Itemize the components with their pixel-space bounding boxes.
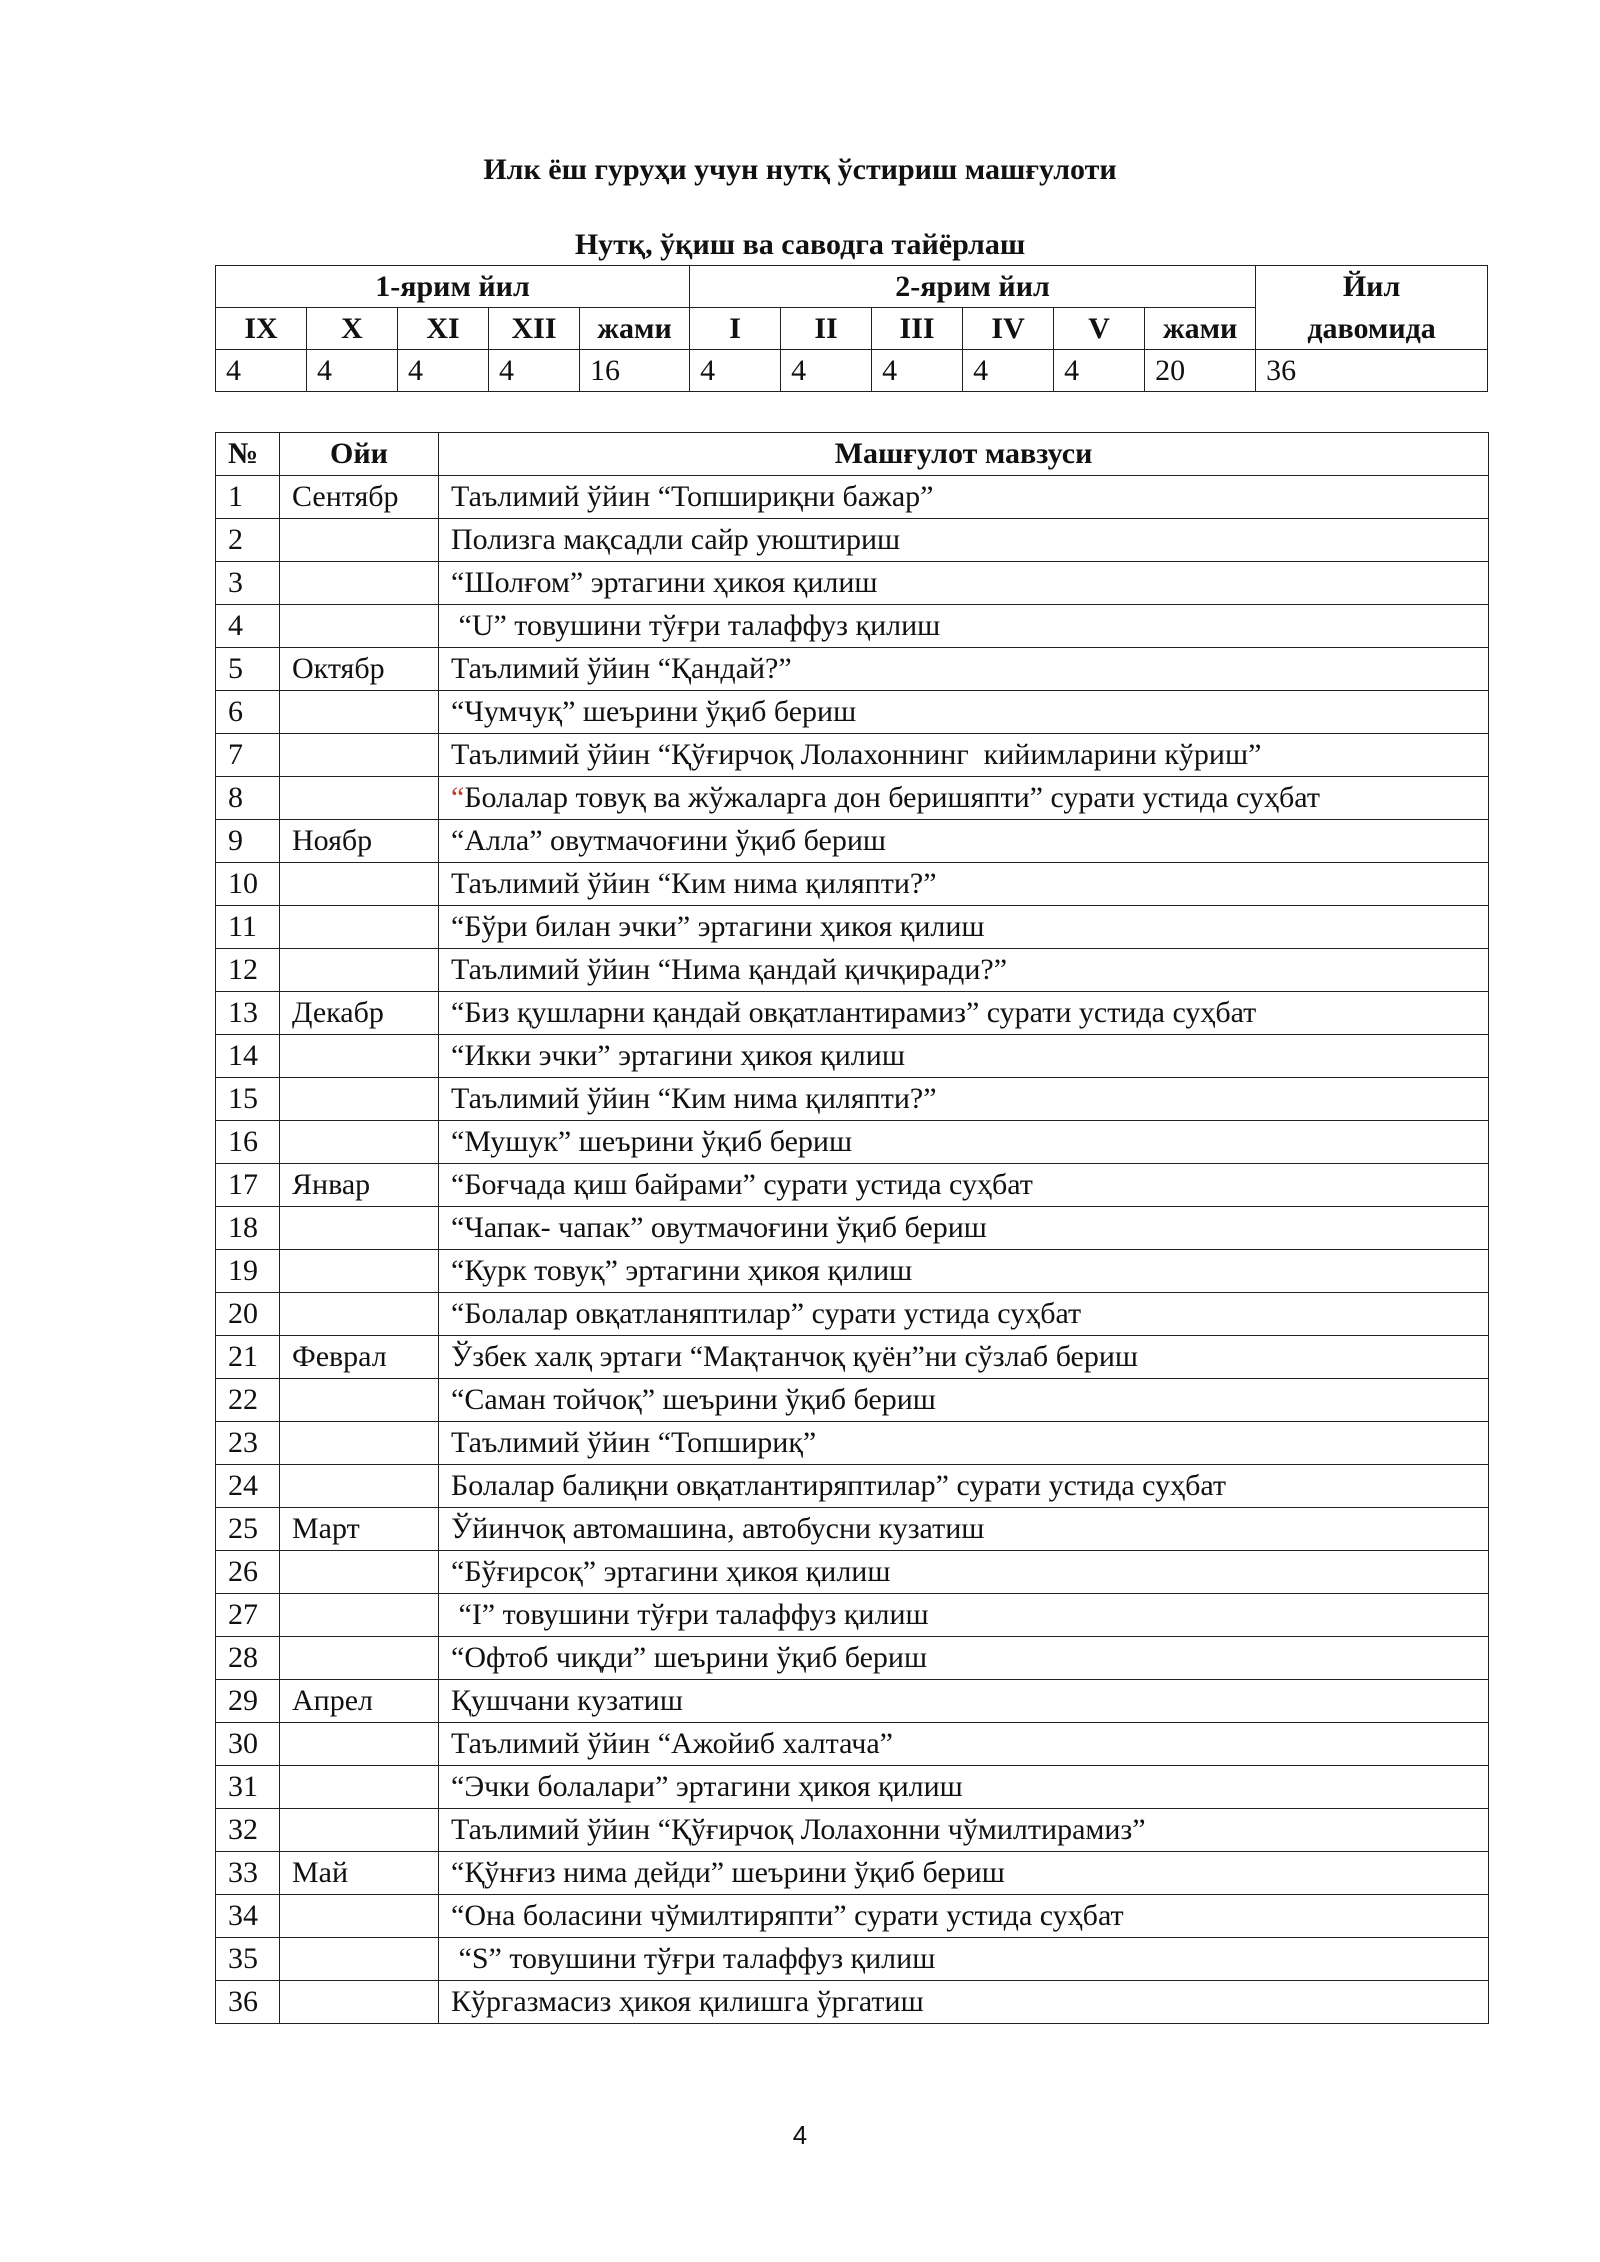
lesson-number: 20	[216, 1293, 280, 1336]
first-half-header: 1-ярим йил	[216, 266, 690, 308]
table-row	[216, 1809, 1489, 1852]
hours-cell: 4	[489, 350, 580, 392]
lesson-topic: “I” товушини тўғри талаффуз қилиш	[439, 1594, 1489, 1637]
lesson-number: 19	[216, 1250, 280, 1293]
lesson-number: 21	[216, 1336, 280, 1379]
table-row	[216, 1852, 1489, 1895]
document-title: Илк ёш гуруҳи учун нутқ ўстириш машғулоти	[483, 153, 1117, 186]
lesson-topic: Кўргазмасиз ҳикоя қилишга ўргатиш	[439, 1981, 1489, 2024]
lesson-number: 8	[216, 777, 280, 820]
months-row	[216, 308, 1488, 350]
lesson-month	[280, 1809, 439, 1852]
lesson-topic: “Икки эчки” эртагини ҳикоя қилиш	[439, 1035, 1489, 1078]
hours-cell: 4	[307, 350, 398, 392]
lesson-month: Январ	[280, 1164, 439, 1207]
lesson-topic: “Биз қушларни қандай овқатлантирамиз” сурати устида суҳбат	[439, 992, 1489, 1035]
lesson-number: 26	[216, 1551, 280, 1594]
lesson-topic: “Мушук” шеърини ўқиб бериш	[439, 1121, 1489, 1164]
table-row	[216, 1938, 1489, 1981]
table-row	[216, 906, 1489, 949]
table-row	[216, 1121, 1489, 1164]
lesson-topic	[439, 777, 1489, 820]
table-title: Нутқ, ўқиш ва саводга тайёрлаш	[574, 228, 1026, 261]
lesson-number: 4	[216, 605, 280, 648]
lesson-topic: “Бўри билан эчки” эртагини ҳикоя қилиш	[439, 906, 1489, 949]
lesson-number: 36	[216, 1981, 280, 2024]
lesson-month	[280, 1551, 439, 1594]
lesson-number: 13	[216, 992, 280, 1035]
table-row	[216, 1164, 1489, 1207]
lesson-topic: “Чапак- чапак” овутмачоғини ўқиб бериш	[439, 1207, 1489, 1250]
lesson-topic: Полизга мақсадли сайр уюштириш	[439, 519, 1489, 562]
lesson-topic: “Эчки болалари” эртагини ҳикоя қилиш	[439, 1766, 1489, 1809]
lesson-number: 33	[216, 1852, 280, 1895]
table-row	[216, 648, 1489, 691]
lesson-number: 6	[216, 691, 280, 734]
red-quote-mark: “	[451, 781, 465, 814]
table-row	[216, 1422, 1489, 1465]
month-cell: IV	[963, 308, 1054, 350]
hours-cell: 4	[1054, 350, 1145, 392]
lesson-topic: Таълимий ўйин “Топшириқни бажар”	[439, 476, 1489, 519]
table-row	[216, 734, 1489, 777]
lesson-number: 7	[216, 734, 280, 777]
hours-cell: 4	[216, 350, 307, 392]
lesson-topic: Таълимий ўйин “Ажойиб халтача”	[439, 1723, 1489, 1766]
table-row	[216, 1723, 1489, 1766]
hours-cell: 4	[690, 350, 781, 392]
table-row	[216, 1637, 1489, 1680]
second-half-total-label: жами	[1145, 308, 1256, 350]
month-cell: X	[307, 308, 398, 350]
lesson-topic: Қушчани кузатиш	[439, 1680, 1489, 1723]
table-row	[216, 777, 1489, 820]
second-half-header: 2-ярим йил	[690, 266, 1256, 308]
month-cell: II	[781, 308, 872, 350]
table-row	[216, 562, 1489, 605]
lesson-month	[280, 1207, 439, 1250]
lesson-month	[280, 1465, 439, 1508]
table-row	[216, 1250, 1489, 1293]
lesson-number: 22	[216, 1379, 280, 1422]
lesson-month	[280, 1078, 439, 1121]
lesson-month: Апрел	[280, 1680, 439, 1723]
lesson-month	[280, 519, 439, 562]
lesson-month	[280, 1981, 439, 2024]
lesson-month	[280, 906, 439, 949]
table-row	[216, 1293, 1489, 1336]
lesson-month	[280, 863, 439, 906]
lesson-number: 35	[216, 1938, 280, 1981]
month-column-header: Ойи	[280, 433, 439, 476]
table-row	[216, 1766, 1489, 1809]
lesson-month	[280, 1938, 439, 1981]
month-cell: IX	[216, 308, 307, 350]
lesson-topic: “Болалар овқатланяптилар” сурати устида суҳбат	[439, 1293, 1489, 1336]
lesson-topic: “Алла” овутмачоғини ўқиб бериш	[439, 820, 1489, 863]
table-row	[216, 1981, 1489, 2024]
table-row	[216, 1379, 1489, 1422]
lesson-topic-text: Болалар товуқ ва жўжаларга дон беришяпти” сурати устида суҳбат	[464, 781, 1320, 814]
lesson-number: 17	[216, 1164, 280, 1207]
lesson-topic: Таълимий ўйин “Топшириқ”	[439, 1422, 1489, 1465]
table-row	[216, 1680, 1489, 1723]
second-half-total-value: 20	[1145, 350, 1256, 392]
lesson-number: 25	[216, 1508, 280, 1551]
lesson-number: 2	[216, 519, 280, 562]
lesson-month	[280, 1766, 439, 1809]
lesson-number: 12	[216, 949, 280, 992]
first-half-total-label: жами	[580, 308, 690, 350]
table-row	[216, 1594, 1489, 1637]
lesson-month	[280, 1250, 439, 1293]
table-row	[216, 476, 1489, 519]
lessons-body	[216, 476, 1489, 2024]
lesson-number: 3	[216, 562, 280, 605]
hours-cell: 4	[872, 350, 963, 392]
first-half-total-value: 16	[580, 350, 690, 392]
lesson-month: Май	[280, 1852, 439, 1895]
table-row	[216, 605, 1489, 648]
lesson-month	[280, 605, 439, 648]
lesson-month	[280, 691, 439, 734]
lesson-number: 34	[216, 1895, 280, 1938]
lesson-month	[280, 1723, 439, 1766]
lesson-number: 31	[216, 1766, 280, 1809]
table-row	[216, 1207, 1489, 1250]
lesson-number: 1	[216, 476, 280, 519]
lesson-topic: “Шолғом” эртагини ҳикоя қилиш	[439, 562, 1489, 605]
lesson-topic: Таълимий ўйин “Нима қандай қичқиради?”	[439, 949, 1489, 992]
hours-cell: 4	[963, 350, 1054, 392]
hours-summary-table	[215, 265, 1488, 392]
month-cell: XII	[489, 308, 580, 350]
table-row	[216, 949, 1489, 992]
lesson-topic: “Она боласини чўмилтиряпти” сурати устида суҳбат	[439, 1895, 1489, 1938]
table-row	[216, 1336, 1489, 1379]
lesson-topic: Таълимий ўйин “Қандай?”	[439, 648, 1489, 691]
hours-cell: 4	[781, 350, 872, 392]
lesson-month	[280, 1594, 439, 1637]
lesson-month	[280, 1895, 439, 1938]
table-row	[216, 691, 1489, 734]
lesson-number: 28	[216, 1637, 280, 1680]
table-row	[216, 1035, 1489, 1078]
lesson-month	[280, 734, 439, 777]
lesson-topic: “Чумчуқ” шеърини ўқиб бериш	[439, 691, 1489, 734]
lesson-month: Сентябр	[280, 476, 439, 519]
lesson-month	[280, 1035, 439, 1078]
lesson-month	[280, 949, 439, 992]
lesson-number: 16	[216, 1121, 280, 1164]
table-row	[216, 863, 1489, 906]
table-row	[216, 820, 1489, 863]
month-cell: I	[690, 308, 781, 350]
lesson-number: 9	[216, 820, 280, 863]
lesson-number: 18	[216, 1207, 280, 1250]
lesson-month	[280, 1379, 439, 1422]
hours-cell: 4	[398, 350, 489, 392]
lessons-table	[215, 432, 1489, 2024]
lesson-topic: Таълимий ўйин “Қўғирчоқ Лолахоннинг кийимларини кўриш”	[439, 734, 1489, 777]
table-row	[216, 1078, 1489, 1121]
table-row	[216, 1895, 1489, 1938]
lesson-topic: “Саман тойчоқ” шеърини ўқиб бериш	[439, 1379, 1489, 1422]
lesson-month: Декабр	[280, 992, 439, 1035]
lesson-number: 27	[216, 1594, 280, 1637]
lesson-number: 14	[216, 1035, 280, 1078]
lesson-topic: “Боғчада қиш байрами” сурати устида суҳбат	[439, 1164, 1489, 1207]
year-total-header-line2: давомида	[1256, 308, 1488, 350]
lesson-topic: “Бўғирсоқ” эртагини ҳикоя қилиш	[439, 1551, 1489, 1594]
topic-column-header: Машғулот мавзуси	[439, 433, 1489, 476]
lesson-month	[280, 1121, 439, 1164]
lesson-number: 11	[216, 906, 280, 949]
lesson-topic: Таълимий ўйин “Ким нима қиляпти?”	[439, 863, 1489, 906]
lesson-month: Ноябр	[280, 820, 439, 863]
year-total-header-line1: Йил	[1256, 266, 1488, 308]
lesson-topic: Ўйинчоқ автомашина, автобусни кузатиш	[439, 1508, 1489, 1551]
table-row	[216, 1508, 1489, 1551]
month-cell: III	[872, 308, 963, 350]
lesson-topic: “Офтоб чиқди” шеърини ўқиб бериш	[439, 1637, 1489, 1680]
lesson-topic: “Қўнғиз нима дейди” шеърини ўқиб бериш	[439, 1852, 1489, 1895]
lesson-topic: “Курк товуқ” эртагини ҳикоя қилиш	[439, 1250, 1489, 1293]
lesson-month: Март	[280, 1508, 439, 1551]
table-row	[216, 992, 1489, 1035]
year-total-value: 36	[1256, 350, 1488, 392]
lesson-number: 32	[216, 1809, 280, 1852]
lesson-number: 30	[216, 1723, 280, 1766]
lesson-number: 5	[216, 648, 280, 691]
page-number: 4	[792, 2120, 808, 2150]
lesson-month	[280, 1422, 439, 1465]
lesson-month	[280, 1637, 439, 1680]
table-row	[216, 1465, 1489, 1508]
lesson-number: 10	[216, 863, 280, 906]
lesson-month	[280, 562, 439, 605]
lesson-number: 29	[216, 1680, 280, 1723]
lesson-topic: Болалар балиқни овқатлантиряптилар” сурати устида суҳбат	[439, 1465, 1489, 1508]
table-row	[216, 1551, 1489, 1594]
lesson-number: 23	[216, 1422, 280, 1465]
lesson-month	[280, 1293, 439, 1336]
lesson-topic: Ўзбек халқ эртаги “Мақтанчоқ қуён”ни сўзлаб бериш	[439, 1336, 1489, 1379]
lesson-month: Октябр	[280, 648, 439, 691]
hours-row	[216, 350, 1488, 392]
month-cell: V	[1054, 308, 1145, 350]
lesson-number: 24	[216, 1465, 280, 1508]
lesson-month: Феврал	[280, 1336, 439, 1379]
lesson-topic: “S” товушини тўғри талаффуз қилиш	[439, 1938, 1489, 1981]
lesson-topic: “U” товушини тўғри талаффуз қилиш	[439, 605, 1489, 648]
lesson-topic: Таълимий ўйин “Ким нима қиляпти?”	[439, 1078, 1489, 1121]
table-row	[216, 519, 1489, 562]
lesson-month	[280, 777, 439, 820]
number-column-header: №	[216, 433, 280, 476]
lesson-topic: Таълимий ўйин “Қўғирчоқ Лолахонни чўмилтирамиз”	[439, 1809, 1489, 1852]
lessons-header-row	[216, 433, 1489, 476]
lesson-number: 15	[216, 1078, 280, 1121]
month-cell: XI	[398, 308, 489, 350]
